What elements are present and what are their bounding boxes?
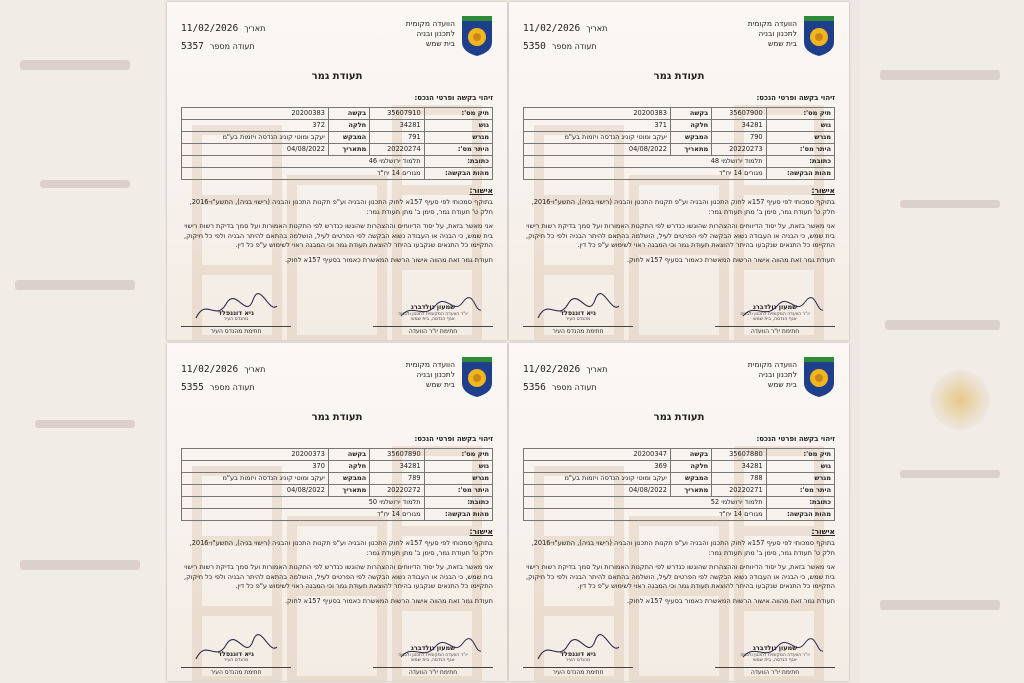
request-label: בקשה	[328, 448, 369, 460]
document-title: תעודת גמר	[653, 412, 705, 423]
committee-name	[748, 360, 797, 390]
applicant-label: המבקש	[670, 131, 711, 143]
migrash-value: 790	[712, 131, 766, 143]
date-from-label: מתאריך	[328, 143, 369, 155]
document-title: תעודת גמר	[653, 71, 705, 82]
certificate-meta	[523, 361, 607, 397]
date-label: תאריך	[586, 24, 608, 33]
signature-caption: חתימת יו"ר הוועדה	[715, 326, 835, 336]
committee-name	[748, 19, 797, 49]
signer-department: אגף הנדסה, בית שמש	[411, 658, 455, 664]
background-blur	[880, 600, 1000, 610]
background-blur	[35, 420, 135, 428]
background-blur	[15, 280, 135, 290]
committee-name-line: לתכנון ובניה	[758, 29, 797, 39]
request-label: בקשה	[670, 107, 711, 119]
date-from-label: מתאריך	[328, 484, 369, 496]
signer-title: יו"ר הוועדה המקומית לתכנון ולבניה	[398, 311, 468, 317]
handwritten-signature	[533, 633, 623, 667]
committee-name-line: בית שמש	[767, 39, 797, 49]
certificate-number: 5356	[523, 382, 546, 394]
committee-name-line: הוועדה מקומית	[405, 360, 455, 369]
number-label: תעודה מספר	[551, 383, 597, 393]
number-label: תעודה מספר	[209, 42, 255, 52]
date-label: תאריך	[244, 365, 266, 374]
background-left	[0, 0, 165, 683]
chairman-signature	[715, 645, 835, 677]
permit-number: 20220272	[370, 484, 424, 496]
chairman-signature	[715, 304, 835, 336]
file-label: תיק מס':	[766, 448, 834, 460]
gush-value: 34281	[370, 119, 424, 131]
permit-label: היתר מס':	[424, 484, 492, 496]
file-label: תיק מס':	[424, 107, 492, 119]
signer-name: שמעון גולדברג	[410, 644, 456, 653]
approval-paragraph: אני מאשר בזאת, על יסוד הדיווחים וההצהרות שהוגשו כנדרש לפי התקנות האמורות ועל סמך בדיקת רשות רישוי בית שמש, כי הבניה או העבודה נשוא הבקשה לפי הפרטים לעיל, הושלמה בהתאם להיתר הבניה ולפי כל חיקוק, התקיימו כל התנאים שנקבעו בהיתר להוצאת תעודת גמר וכי המבנה ראוי לשימוש ע"פ כל דין.	[183, 563, 493, 591]
signer-title: יו"ר הוועדה המקומית לתכנון ולבניה	[740, 652, 810, 658]
signature-caption: חתימת יו"ר הוועדה	[373, 667, 493, 677]
date-from-value: 04/08/2022	[524, 143, 671, 155]
handwritten-signature	[533, 292, 623, 326]
certificate-sheet	[509, 343, 849, 681]
approval-paragraph: תעודת גמר זאת מהווה אישור הרשות המאשרת כאמור בסעיף 157א לחוק.	[284, 255, 493, 264]
approval-paragraph: תעודת גמר זאת מהווה אישור הרשות המאשרת כאמור בסעיף 157א לחוק.	[284, 596, 493, 605]
approval-heading: אישור:	[811, 185, 835, 195]
chairman-signature	[373, 304, 493, 336]
certificate-meta	[181, 361, 265, 397]
gush-value: 34281	[370, 460, 424, 472]
request-essence-label: מהות הבקשה:	[766, 167, 834, 179]
request-number: 20200383	[524, 107, 671, 119]
permit-number: 20220273	[712, 143, 766, 155]
migrash-label: מגרש	[766, 131, 834, 143]
city-emblem-icon	[803, 357, 835, 397]
signer-title: מהנדס העיר	[223, 317, 249, 323]
committee-name-line: לתכנון ובניה	[758, 370, 797, 380]
address-value: תלמוד ירושלמי 50	[182, 496, 425, 508]
gush-label: גוש	[766, 119, 834, 131]
signer-title: יו"ר הוועדה המקומית לתכנון ולבניה	[740, 311, 810, 317]
city-emblem-icon	[461, 357, 493, 397]
applicant-value: יעקב ומוטי קוניג הנדסה ויזמות בע"מ	[524, 472, 671, 484]
applicant-label: המבקש	[328, 472, 369, 484]
certificate-number: 5350	[523, 41, 546, 53]
helka-label: חלקה	[670, 119, 711, 131]
address-value: תלמוד ירושלמי 48	[524, 155, 767, 167]
request-number: 20200373	[182, 448, 329, 460]
file-label: תיק מס':	[766, 107, 834, 119]
approval-heading: אישור:	[811, 526, 835, 536]
date-from-value: 04/08/2022	[524, 484, 671, 496]
approval-section	[523, 527, 835, 606]
approval-paragraph: בתוקף סמכותי לפי סעיף 157א לחוק התכנון והבניה וע"פ תקנות התכנון והבניה (רישוי בניה), התשע"ו-2016, חלק ט' תעודת גמר, סימן ב' מתן תעודת גמר:	[189, 539, 493, 557]
handwritten-signature	[735, 633, 825, 667]
signature-caption: חתימת יו"ר הוועדה	[715, 667, 835, 677]
approval-paragraph: בתוקף סמכותי לפי סעיף 157א לחוק התכנון והבניה וע"פ תקנות התכנון והבניה (רישוי בניה), התשע"ו-2016, חלק ט' תעודת גמר, סימן ב' מתן תעודת גמר:	[531, 539, 835, 557]
signer-department: אגף הנדסה, בית שמש	[411, 317, 455, 323]
property-details-table	[523, 448, 835, 521]
helka-label: חלקה	[670, 460, 711, 472]
approval-section	[181, 527, 493, 606]
signer-title: יו"ר הוועדה המקומית לתכנון ולבניה	[398, 652, 468, 658]
handwritten-signature	[393, 292, 483, 326]
signer-name: גיא דוננפלד	[218, 649, 254, 658]
date-label: תאריך	[244, 24, 266, 33]
approval-heading: אישור:	[469, 185, 493, 195]
date-value: 11/02/2026	[181, 23, 239, 34]
approval-paragraph: אני מאשר בזאת, על יסוד הדיווחים וההצהרות שהוגשו כנדרש לפי התקנות האמורות ועל סמך בדיקת רשות רישוי בית שמש, כי הבניה או העבודה נשוא הבקשה לפי הפרטים לעיל, הושלמה בהתאם להיתר הבניה ולפי כל חיקוק, התקיימו כל התנאים שנקבעו בהיתר להוצאת תעודת גמר וכי המבנה ראוי לשימוש ע"פ כל דין.	[525, 563, 835, 591]
helka-value: 371	[524, 119, 671, 131]
address-label: כתובת:	[766, 496, 834, 508]
certificate-sheet	[167, 2, 507, 340]
signer-department: אגף הנדסה, בית שמש	[753, 317, 797, 323]
applicant-value: יעקב ומוטי קוניג הנדסה ויזמות בע"מ	[182, 131, 329, 143]
signer-title: מהנדס העיר	[565, 317, 591, 323]
request-essence-label: מהות הבקשה:	[424, 167, 492, 179]
background-blur	[20, 560, 140, 570]
signer-name: גיא דוננפלד	[218, 308, 254, 317]
applicant-value: יעקב ומוטי קוניג הנדסה ויזמות בע"מ	[524, 131, 671, 143]
request-essence-value: מגורים 14 יח"ד	[524, 508, 767, 520]
request-essence-value: מגורים 14 יח"ד	[524, 167, 767, 179]
address-label: כתובת:	[424, 155, 492, 167]
background-blur	[880, 70, 1000, 80]
date-from-label: מתאריך	[670, 143, 711, 155]
request-number: 20200347	[524, 448, 671, 460]
handwritten-signature	[191, 292, 281, 326]
request-essence-value: מגורים 14 יח"ד	[182, 167, 425, 179]
background-blur	[885, 320, 1000, 330]
background-logo-blur	[930, 370, 990, 430]
handwritten-signature	[393, 633, 483, 667]
details-subtitle: זיהוי בקשה ופרטי הנכס:	[756, 434, 835, 443]
request-essence-label: מהות הבקשה:	[766, 508, 834, 520]
certificate-number: 5355	[181, 382, 204, 394]
city-engineer-signature	[523, 310, 633, 336]
helka-label: חלקה	[328, 460, 369, 472]
helka-value: 372	[182, 119, 329, 131]
date-value: 11/02/2026	[523, 364, 581, 375]
signer-title: מהנדס העיר	[565, 658, 591, 664]
details-subtitle: זיהוי בקשה ופרטי הנכס:	[414, 93, 493, 102]
signer-name: גיא דוננפלד	[560, 649, 596, 658]
handwritten-signature	[735, 292, 825, 326]
city-emblem-icon	[461, 16, 493, 56]
number-label: תעודה מספר	[551, 42, 597, 52]
city-engineer-signature	[181, 651, 291, 677]
signer-name: גיא דוננפלד	[560, 308, 596, 317]
address-value: תלמוד ירושלמי 46	[182, 155, 425, 167]
committee-name-line: בית שמש	[425, 39, 455, 49]
certificate-sheet	[167, 343, 507, 681]
migrash-label: מגרש	[424, 472, 492, 484]
committee-name-line: הוועדה מקומית	[747, 19, 797, 28]
committee-name-line: בית שמש	[425, 380, 455, 390]
date-from-value: 04/08/2022	[182, 143, 329, 155]
committee-name-line: הוועדה מקומית	[405, 19, 455, 28]
background-blur	[900, 470, 1000, 478]
applicant-label: המבקש	[328, 131, 369, 143]
migrash-value: 789	[370, 472, 424, 484]
signer-name: שמעון גולדברג	[752, 303, 798, 312]
background-blur	[40, 180, 130, 188]
request-essence-label: מהות הבקשה:	[424, 508, 492, 520]
helka-label: חלקה	[328, 119, 369, 131]
request-label: בקשה	[670, 448, 711, 460]
approval-paragraph: תעודת גמר זאת מהווה אישור הרשות המאשרת כאמור בסעיף 157א לחוק.	[626, 255, 835, 264]
signature-caption: חתימת מהנדס העיר	[181, 326, 291, 336]
certificate-number: 5357	[181, 41, 204, 53]
city-emblem-icon	[803, 16, 835, 56]
certificate-sheet	[509, 2, 849, 340]
address-label: כתובת:	[766, 155, 834, 167]
signer-title: מהנדס העיר	[223, 658, 249, 664]
signer-name: שמעון גולדברג	[752, 644, 798, 653]
approval-heading: אישור:	[469, 526, 493, 536]
permit-label: היתר מס':	[766, 484, 834, 496]
signature-area	[181, 288, 493, 336]
property-details-table	[523, 107, 835, 180]
gush-value: 34281	[712, 460, 766, 472]
signature-area	[523, 288, 835, 336]
committee-name-line: לתכנון ובניה	[416, 29, 455, 39]
permit-number: 20220274	[370, 143, 424, 155]
background-blur	[900, 200, 1000, 208]
signature-area	[523, 629, 835, 677]
approval-paragraph: תעודת גמר זאת מהווה אישור הרשות המאשרת כאמור בסעיף 157א לחוק.	[626, 596, 835, 605]
permit-label: היתר מס':	[766, 143, 834, 155]
committee-name-line: הוועדה מקומית	[747, 360, 797, 369]
date-from-value: 04/08/2022	[182, 484, 329, 496]
signature-caption: חתימת יו"ר הוועדה	[373, 326, 493, 336]
signature-caption: חתימת מהנדס העיר	[181, 667, 291, 677]
permit-number: 20220271	[712, 484, 766, 496]
date-value: 11/02/2026	[181, 364, 239, 375]
handwritten-signature	[191, 633, 281, 667]
migrash-value: 791	[370, 131, 424, 143]
applicant-value: יעקב ומוטי קוניג הנדסה ויזמות בע"מ	[182, 472, 329, 484]
committee-name-line: בית שמש	[767, 380, 797, 390]
date-value: 11/02/2026	[523, 23, 581, 34]
details-subtitle: זיהוי בקשה ופרטי הנכס:	[414, 434, 493, 443]
approval-paragraph: אני מאשר בזאת, על יסוד הדיווחים וההצהרות שהוגשו כנדרש לפי התקנות האמורות ועל סמך בדיקת רשות רישוי בית שמש, כי הבניה או העבודה נשוא הבקשה לפי הפרטים לעיל, הושלמה בהתאם להיתר הבניה ולפי כל חיקוק, התקיימו כל התנאים שנקבעו בהיתר להוצאת תעודת גמר וכי המבנה ראוי לשימוש ע"פ כל דין.	[183, 222, 493, 250]
signer-department: אגף הנדסה, בית שמש	[753, 658, 797, 664]
committee-name	[406, 360, 455, 390]
gush-value: 34281	[712, 119, 766, 131]
helka-value: 370	[182, 460, 329, 472]
migrash-label: מגרש	[424, 131, 492, 143]
date-from-label: מתאריך	[670, 484, 711, 496]
approval-paragraph: בתוקף סמכותי לפי סעיף 157א לחוק התכנון והבניה וע"פ תקנות התכנון והבניה (רישוי בניה), התשע"ו-2016, חלק ט' תעודת גמר, סימן ב' מתן תעודת גמר:	[189, 198, 493, 216]
address-value: תלמוד ירושלמי 52	[524, 496, 767, 508]
file-label: תיק מס':	[424, 448, 492, 460]
gush-label: גוש	[766, 460, 834, 472]
file-number: 35607890	[370, 448, 424, 460]
signer-name: שמעון גולדברג	[410, 303, 456, 312]
request-label: בקשה	[328, 107, 369, 119]
committee-name-line: לתכנון ובניה	[416, 370, 455, 380]
request-number: 20200383	[182, 107, 329, 119]
date-label: תאריך	[586, 365, 608, 374]
gush-label: גוש	[424, 460, 492, 472]
number-label: תעודה מספר	[209, 383, 255, 393]
document-title: תעודת גמר	[311, 412, 363, 423]
approval-section	[181, 186, 493, 265]
approval-paragraph: בתוקף סמכותי לפי סעיף 157א לחוק התכנון והבניה וע"פ תקנות התכנון והבניה (רישוי בניה), התשע"ו-2016, חלק ט' תעודת גמר, סימן ב' מתן תעודת גמר:	[531, 198, 835, 216]
migrash-value: 788	[712, 472, 766, 484]
approval-paragraph: אני מאשר בזאת, על יסוד הדיווחים וההצהרות שהוגשו כנדרש לפי התקנות האמורות ועל סמך בדיקת רשות רישוי בית שמש, כי הבניה או העבודה נשוא הבקשה לפי הפרטים לעיל, הושלמה בהתאם להיתר הבניה ולפי כל חיקוק, התקיימו כל התנאים שנקבעו בהיתר להוצאת תעודת גמר וכי המבנה ראוי לשימוש ע"פ כל דין.	[525, 222, 835, 250]
certificate-meta	[181, 20, 265, 56]
signature-area	[181, 629, 493, 677]
property-details-table	[181, 107, 493, 180]
certificate-meta	[523, 20, 607, 56]
file-number: 35607880	[712, 448, 766, 460]
applicant-label: המבקש	[670, 472, 711, 484]
background-right	[860, 0, 1024, 683]
document-title: תעודת גמר	[311, 71, 363, 82]
gush-label: גוש	[424, 119, 492, 131]
file-number: 35607900	[712, 107, 766, 119]
address-label: כתובת:	[424, 496, 492, 508]
signature-caption: חתימת מהנדס העיר	[523, 326, 633, 336]
signature-caption: חתימת מהנדס העיר	[523, 667, 633, 677]
property-details-table	[181, 448, 493, 521]
file-number: 35607910	[370, 107, 424, 119]
migrash-label: מגרש	[766, 472, 834, 484]
city-engineer-signature	[523, 651, 633, 677]
helka-value: 369	[524, 460, 671, 472]
background-blur	[20, 60, 130, 70]
permit-label: היתר מס':	[424, 143, 492, 155]
request-essence-value: מגורים 14 יח"ד	[182, 508, 425, 520]
approval-section	[523, 186, 835, 265]
details-subtitle: זיהוי בקשה ופרטי הנכס:	[756, 93, 835, 102]
chairman-signature	[373, 645, 493, 677]
committee-name	[406, 19, 455, 49]
city-engineer-signature	[181, 310, 291, 336]
